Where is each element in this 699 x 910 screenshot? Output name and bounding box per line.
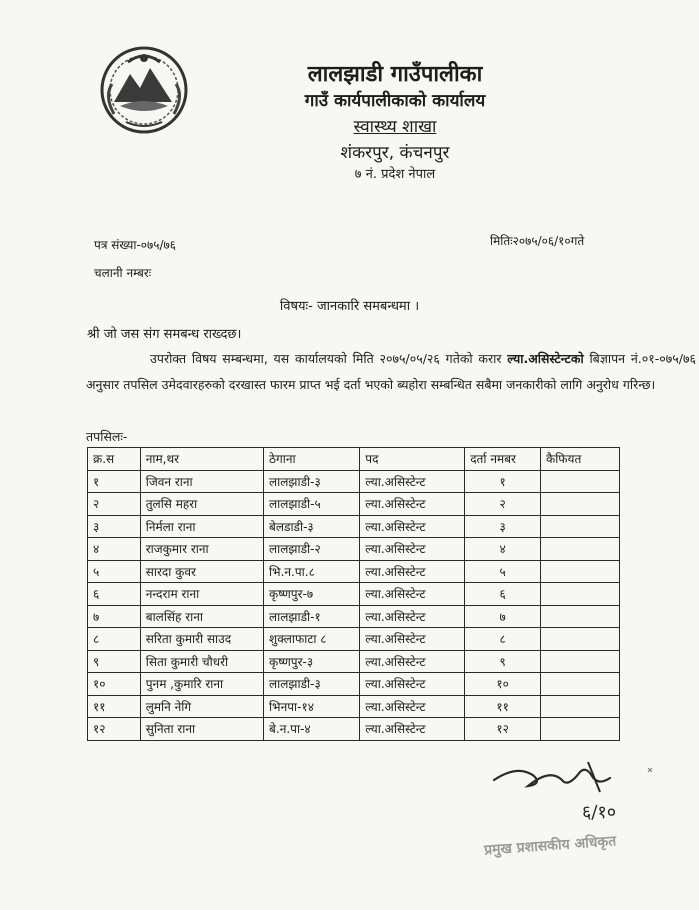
- cell-registration: ४: [465, 538, 541, 561]
- cell-address: शुक्लाफाटा ८: [264, 628, 360, 651]
- cell-serial: ८: [88, 628, 141, 651]
- cell-post: ल्या.असिस्टेन्ट: [360, 583, 465, 606]
- cell-remarks: [540, 718, 619, 741]
- cell-registration: ६: [465, 583, 541, 606]
- table-row: [88, 515, 620, 538]
- cell-address: लालझाडी-५: [264, 493, 360, 516]
- cell-name: जिवन राना: [140, 470, 263, 493]
- handwritten-date: ६/१०: [582, 802, 617, 823]
- cell-post: ल्या.असिस्टेन्ट: [360, 695, 465, 718]
- letter-meta: [94, 231, 176, 287]
- cell-address: भि.न.पा.८: [264, 560, 360, 583]
- cell-address: लालझाडी-१: [264, 605, 360, 628]
- cell-remarks: [540, 538, 619, 561]
- cell-registration: ७: [465, 605, 541, 628]
- applicant-table: [87, 447, 620, 741]
- cell-name: पुनम ,कुमारि राना: [140, 673, 263, 696]
- cell-registration: ११: [465, 695, 541, 718]
- cell-name: तुलसि महरा: [140, 493, 263, 516]
- office-address: शंकरपुर, कंचनपुर: [340, 143, 450, 163]
- cell-serial: ७: [88, 605, 141, 628]
- cell-registration: ८: [465, 628, 541, 651]
- municipality-name: लालझाडी गाउँपालीका: [307, 62, 483, 87]
- province-line: ७ नं. प्रदेश नेपाल: [354, 167, 436, 182]
- cell-serial: २: [88, 493, 141, 516]
- cell-remarks: [540, 583, 619, 606]
- cell-serial: ४: [88, 538, 141, 561]
- cell-post: ल्या.असिस्टेन्ट: [360, 538, 465, 561]
- table-row: [88, 560, 620, 583]
- cell-registration: २: [465, 493, 541, 516]
- body-paragraph: [86, 346, 696, 398]
- cell-post: ल्या.असिस्टेन्ट: [360, 560, 465, 583]
- cell-name: सारदा कुवर: [140, 560, 263, 583]
- cell-remarks: [540, 650, 619, 673]
- cell-remarks: [540, 695, 619, 718]
- cell-remarks: [540, 560, 619, 583]
- letterhead: [230, 62, 560, 184]
- cell-address: बे.न.पा-४: [264, 718, 360, 741]
- body-text-part2: बिज्ञापन नं.०१-०७५/७६ अनुसार तपसिल उमेदवारहरुको दरखास्त फारम प्राप्त भई दर्ता भएको ब्यहोरा सम्बन्धित सबैमा जनकारीको लागि अनुरोध गरिन्छ।: [86, 351, 697, 392]
- body-text-part1: उपरोक्त विषय सम्बन्धमा, यस कार्यालयको मिति २०७५/०५/२६ गतेको करार: [150, 351, 508, 366]
- dispatch-number: चलानी नम्बरः: [94, 266, 152, 280]
- table-row: [88, 628, 620, 651]
- cell-serial: ३: [88, 515, 141, 538]
- table-row: [88, 695, 620, 718]
- signature-mark: [488, 758, 668, 828]
- header-post: पद: [360, 448, 465, 471]
- cell-post: ल्या.असिस्टेन्ट: [360, 718, 465, 741]
- table-row: [88, 605, 620, 628]
- cell-registration: १०: [465, 673, 541, 696]
- cell-address: बेलडाडी-३: [264, 515, 360, 538]
- header-name: नाम,थर: [140, 448, 263, 471]
- table-row: [88, 673, 620, 696]
- cell-name: राजकुमार राना: [140, 538, 263, 561]
- salutation: श्री जो जस संग समबन्ध राख्दछ।: [87, 327, 242, 342]
- cell-registration: १: [465, 470, 541, 493]
- cell-registration: १२: [465, 718, 541, 741]
- header-remarks: कैफियत: [540, 448, 619, 471]
- header-registration: दर्ता नमबर: [465, 448, 541, 471]
- cell-address: लालझाडी-३: [264, 470, 360, 493]
- cell-serial: ११: [88, 695, 141, 718]
- header-address: ठेगाना: [264, 448, 360, 471]
- cell-post: ल्या.असिस्टेन्ट: [360, 673, 465, 696]
- cell-post: ल्या.असिस्टेन्ट: [360, 515, 465, 538]
- cell-post: ल्या.असिस्टेन्ट: [360, 650, 465, 673]
- header-serial: क्र.स: [88, 448, 141, 471]
- cell-serial: ६: [88, 583, 141, 606]
- table-row: [88, 470, 620, 493]
- cell-address: लालझाडी-३: [264, 673, 360, 696]
- cell-name: सिता कुमारी चौधरी: [140, 650, 263, 673]
- cell-serial: १: [88, 470, 141, 493]
- cell-registration: ५: [465, 560, 541, 583]
- table-row: [88, 538, 620, 561]
- cell-remarks: [540, 628, 619, 651]
- table-row: [88, 583, 620, 606]
- nepal-emblem-icon: [98, 44, 190, 136]
- cell-address: कृष्णपुर-३: [264, 650, 360, 673]
- cell-serial: ९: [88, 650, 141, 673]
- cell-name: सरिता कुमारी साउद: [140, 628, 263, 651]
- cell-name: नन्दराम राना: [140, 583, 263, 606]
- cell-name: सुनिता राना: [140, 718, 263, 741]
- cell-serial: १२: [88, 718, 141, 741]
- cell-name: निर्मला राना: [140, 515, 263, 538]
- letter-date: मितिः२०७५/०६/१०गते: [490, 234, 585, 248]
- cell-serial: १०: [88, 673, 141, 696]
- cell-address: कृष्णपुर-७: [264, 583, 360, 606]
- cell-post: ल्या.असिस्टेन्ट: [360, 628, 465, 651]
- cell-remarks: [540, 493, 619, 516]
- cell-name: लुमनि नेगि: [140, 695, 263, 718]
- table-row: [88, 650, 620, 673]
- cell-remarks: [540, 673, 619, 696]
- table-body: [88, 470, 620, 740]
- cell-serial: ५: [88, 560, 141, 583]
- details-label: तपसिलः-: [86, 429, 128, 444]
- table-row: [88, 718, 620, 741]
- signatory-title: प्रमुख प्रशासकीय अधिकृत: [483, 833, 617, 859]
- cell-address: लालझाडी-२: [264, 538, 360, 561]
- cell-registration: ३: [465, 515, 541, 538]
- cell-post: ल्या.असिस्टेन्ट: [360, 470, 465, 493]
- section-name: स्वास्थ्य शाखा: [353, 117, 437, 137]
- cell-remarks: [540, 605, 619, 628]
- subject-line: विषयः- जानकारि समबन्धमा ।: [279, 299, 420, 314]
- table-header-row: [88, 448, 620, 471]
- office-name: गाउँ कार्यपालीकाको कार्यालय: [304, 91, 486, 111]
- cell-name: बालसिंह राना: [140, 605, 263, 628]
- table-row: [88, 493, 620, 516]
- cell-registration: ९: [465, 650, 541, 673]
- letter-number: पत्र संख्या-०७५/७६: [94, 238, 177, 252]
- cell-post: ल्या.असिस्टेन्ट: [360, 605, 465, 628]
- cell-remarks: [540, 515, 619, 538]
- cell-remarks: [540, 470, 619, 493]
- cell-address: भिनपा-१४: [264, 695, 360, 718]
- cell-post: ल्या.असिस्टेन्ट: [360, 493, 465, 516]
- body-text-bold: ल्या.असिस्टेन्टको: [507, 351, 584, 366]
